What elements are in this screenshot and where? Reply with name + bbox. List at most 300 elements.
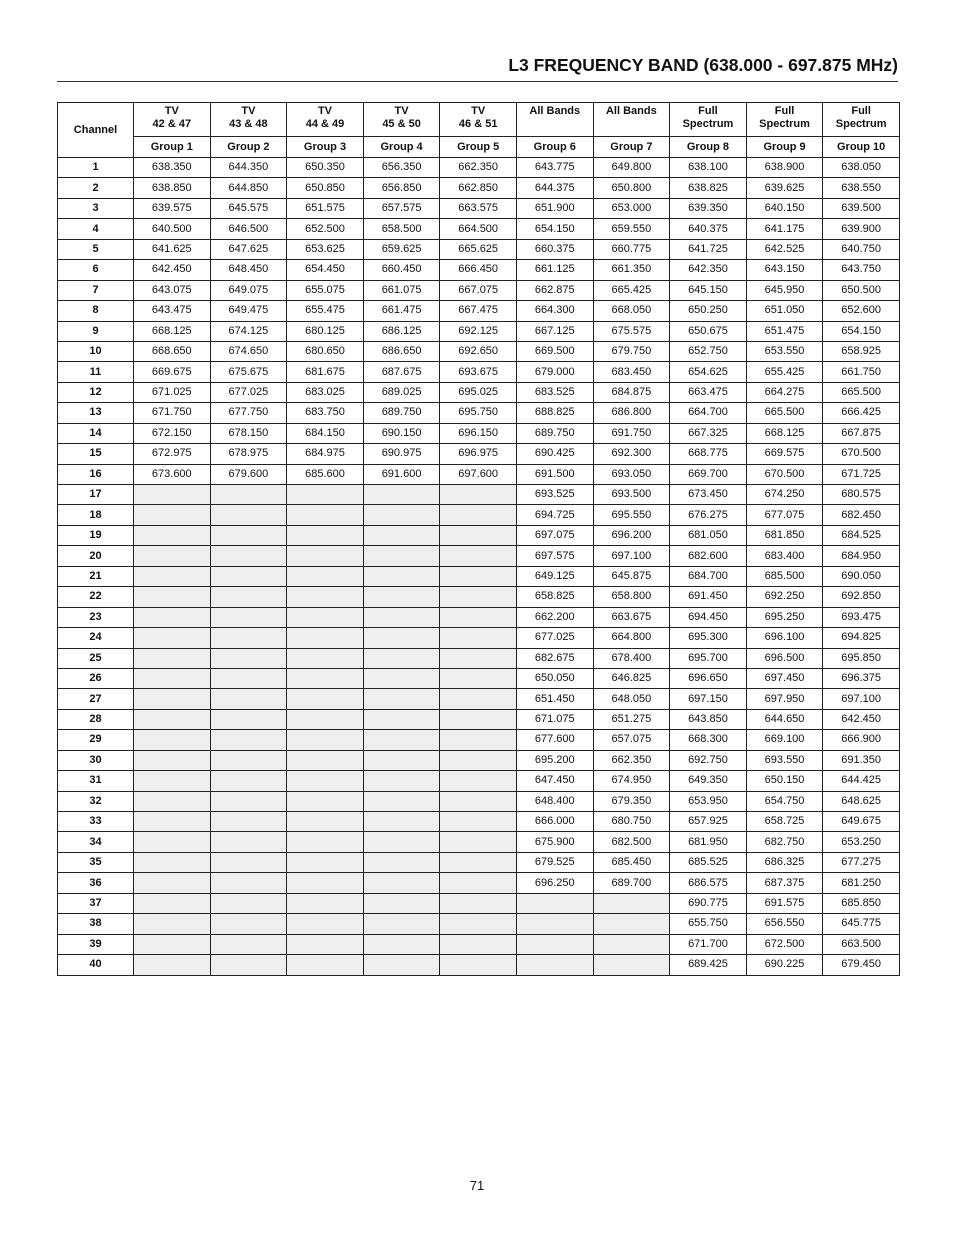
frequency-cell: 689.750 [363,403,440,423]
frequency-cell: 654.625 [670,362,747,382]
empty-cell [363,525,440,545]
frequency-cell: 671.700 [670,934,747,954]
frequency-cell: 675.675 [210,362,287,382]
frequency-cell: 638.100 [670,158,747,178]
frequency-cell: 692.125 [440,321,517,341]
frequency-cell: 675.575 [593,321,670,341]
frequency-cell: 664.275 [746,382,823,402]
channel-cell: 9 [58,321,134,341]
column-header-line1: TV [394,105,409,117]
frequency-cell: 684.875 [593,382,670,402]
empty-cell [134,689,211,709]
column-header-line1: All Bands [605,105,657,117]
empty-cell [134,587,211,607]
frequency-cell: 655.475 [287,301,364,321]
table-row [58,648,900,668]
frequency-cell: 681.850 [746,525,823,545]
table-row [58,750,900,770]
frequency-cell: 663.500 [823,934,900,954]
column-header-line2: Spectrum [759,118,810,130]
column-header-line1: Full [698,105,718,117]
frequency-cell: 679.000 [516,362,593,382]
column-header-5 [440,103,517,137]
column-header-line1: Full [774,105,795,117]
frequency-cell: 677.750 [210,403,287,423]
table-row [58,423,900,443]
empty-cell [363,730,440,750]
empty-cell [363,852,440,872]
frequency-cell: 696.200 [593,525,670,545]
frequency-cell: 692.850 [823,587,900,607]
frequency-cell: 660.375 [516,239,593,259]
column-header-6 [516,103,593,137]
frequency-cell: 697.100 [593,546,670,566]
frequency-cell: 683.750 [287,403,364,423]
table-row [58,607,900,627]
frequency-cell: 691.750 [593,423,670,443]
frequency-cell: 647.625 [210,239,287,259]
empty-cell [287,771,364,791]
empty-cell [363,668,440,688]
frequency-cell: 643.075 [134,280,211,300]
empty-cell [287,832,364,852]
empty-cell [440,730,517,750]
frequency-cell: 696.250 [516,873,593,893]
frequency-cell: 682.750 [746,832,823,852]
empty-cell [440,771,517,791]
frequency-cell: 689.025 [363,382,440,402]
frequency-cell: 697.600 [440,464,517,484]
frequency-cell: 639.625 [746,178,823,198]
frequency-cell: 653.000 [593,198,670,218]
frequency-cell: 640.750 [823,239,900,259]
channel-cell: 38 [58,914,134,934]
frequency-cell: 654.450 [287,260,364,280]
frequency-cell: 655.075 [287,280,364,300]
frequency-cell: 683.525 [516,382,593,402]
frequency-cell: 686.325 [746,852,823,872]
frequency-cell: 688.825 [516,403,593,423]
frequency-cell: 661.350 [593,260,670,280]
frequency-cell: 640.150 [746,198,823,218]
table-row [58,158,900,178]
frequency-cell: 664.700 [670,403,747,423]
frequency-cell: 669.500 [516,341,593,361]
table-row [58,668,900,688]
title-rule [57,81,898,82]
frequency-cell: 669.675 [134,362,211,382]
frequency-cell: 696.650 [670,668,747,688]
column-header-line2: 44 & 49 [305,118,345,130]
channel-cell: 14 [58,423,134,443]
column-header-2 [210,103,287,137]
empty-cell [134,832,211,852]
channel-cell: 4 [58,219,134,239]
frequency-cell: 649.350 [670,771,747,791]
column-header-line1: TV [241,105,256,117]
frequency-cell: 692.750 [670,750,747,770]
column-header-line2: 42 & 47 [152,118,192,130]
frequency-cell: 638.825 [670,178,747,198]
frequency-cell: 670.500 [823,444,900,464]
empty-cell [440,893,517,913]
empty-cell [287,546,364,566]
frequency-cell: 662.850 [440,178,517,198]
frequency-cell: 661.125 [516,260,593,280]
empty-cell [134,730,211,750]
frequency-cell: 687.375 [746,873,823,893]
frequency-cell: 645.775 [823,914,900,934]
channel-cell: 18 [58,505,134,525]
frequency-cell: 647.450 [516,771,593,791]
empty-cell [440,709,517,729]
frequency-cell: 645.575 [210,198,287,218]
channel-cell: 34 [58,832,134,852]
channel-cell: 17 [58,485,134,505]
column-header-line1: TV [164,105,179,117]
frequency-cell: 690.975 [363,444,440,464]
frequency-cell: 679.600 [210,464,287,484]
frequency-cell: 641.175 [746,219,823,239]
frequency-cell: 672.150 [134,423,211,443]
column-header-1 [134,103,211,137]
frequency-cell: 673.450 [670,485,747,505]
group-header-7: Group 7 [593,137,670,158]
empty-cell [363,750,440,770]
empty-cell [134,566,211,586]
frequency-cell: 657.075 [593,730,670,750]
column-header-line2: 46 & 51 [458,118,498,130]
empty-cell [134,546,211,566]
frequency-cell: 654.150 [516,219,593,239]
empty-cell [363,587,440,607]
table-row [58,709,900,729]
frequency-cell: 696.150 [440,423,517,443]
frequency-cell: 671.025 [134,382,211,402]
empty-cell [134,852,211,872]
frequency-cell: 664.500 [440,219,517,239]
empty-cell [287,485,364,505]
channel-cell: 22 [58,587,134,607]
frequency-cell: 658.800 [593,587,670,607]
empty-cell [134,505,211,525]
empty-cell [210,709,287,729]
empty-cell [287,525,364,545]
channel-column-header: Channel [58,103,134,158]
empty-cell [134,791,211,811]
empty-cell [287,791,364,811]
empty-cell [287,914,364,934]
frequency-cell: 650.250 [670,301,747,321]
channel-cell: 5 [58,239,134,259]
frequency-cell: 662.350 [440,158,517,178]
frequency-cell: 666.000 [516,812,593,832]
table-row [58,505,900,525]
table-row [58,730,900,750]
frequency-cell: 696.975 [440,444,517,464]
frequency-cell: 641.725 [670,239,747,259]
frequency-cell: 651.275 [593,709,670,729]
frequency-cell: 694.450 [670,607,747,627]
frequency-cell: 661.075 [363,280,440,300]
channel-cell: 12 [58,382,134,402]
frequency-cell: 644.650 [746,709,823,729]
empty-cell [363,873,440,893]
frequency-cell: 650.150 [746,771,823,791]
channel-cell: 13 [58,403,134,423]
empty-cell [134,648,211,668]
frequency-cell: 672.975 [134,444,211,464]
frequency-cell: 657.575 [363,198,440,218]
empty-cell [134,750,211,770]
frequency-cell: 657.925 [670,812,747,832]
empty-cell [440,812,517,832]
column-header-line1: All Bands [529,105,581,117]
frequency-cell: 693.050 [593,464,670,484]
table-row [58,341,900,361]
frequency-cell: 676.275 [670,505,747,525]
empty-cell [210,628,287,648]
group-header-3: Group 3 [287,137,364,158]
table-row [58,689,900,709]
empty-cell [210,771,287,791]
frequency-cell: 651.575 [287,198,364,218]
frequency-cell: 697.450 [746,668,823,688]
frequency-cell: 644.850 [210,178,287,198]
frequency-cell: 642.350 [670,260,747,280]
channel-cell: 25 [58,648,134,668]
empty-cell [440,485,517,505]
column-header-line2: 43 & 48 [229,118,268,130]
frequency-cell: 693.675 [440,362,517,382]
frequency-cell: 668.125 [746,423,823,443]
column-header-10 [823,103,900,137]
table-row [58,955,900,975]
empty-cell [210,893,287,913]
channel-cell: 40 [58,955,134,975]
frequency-cell: 653.950 [670,791,747,811]
empty-cell [440,668,517,688]
empty-cell [287,628,364,648]
frequency-cell: 669.575 [746,444,823,464]
empty-cell [210,485,287,505]
frequency-cell: 685.525 [670,852,747,872]
empty-cell [210,648,287,668]
frequency-cell: 640.375 [670,219,747,239]
column-header-line2: 45 & 50 [382,118,421,130]
frequency-cell: 684.150 [287,423,364,443]
channel-cell: 8 [58,301,134,321]
group-header-9: Group 9 [746,137,823,158]
frequency-cell: 650.350 [287,158,364,178]
frequency-cell: 652.750 [670,341,747,361]
empty-cell [210,546,287,566]
table-row [58,403,900,423]
frequency-cell: 679.450 [823,955,900,975]
empty-cell [134,668,211,688]
table-row [58,321,900,341]
frequency-cell: 682.450 [823,505,900,525]
empty-cell [210,505,287,525]
frequency-cell: 677.075 [746,505,823,525]
empty-cell [134,771,211,791]
table-row [58,914,900,934]
frequency-cell: 653.550 [746,341,823,361]
frequency-cell: 667.875 [823,423,900,443]
frequency-cell: 658.925 [823,341,900,361]
frequency-cell: 686.800 [593,403,670,423]
group-header-2: Group 2 [210,137,287,158]
empty-cell [363,648,440,668]
channel-cell: 11 [58,362,134,382]
empty-cell [287,955,364,975]
group-header-1: Group 1 [134,137,211,158]
frequency-cell: 681.050 [670,525,747,545]
frequency-cell: 661.475 [363,301,440,321]
frequency-cell: 653.625 [287,239,364,259]
empty-cell [440,566,517,586]
table-row [58,239,900,259]
empty-cell [593,914,670,934]
frequency-cell: 646.500 [210,219,287,239]
frequency-cell: 679.750 [593,341,670,361]
frequency-cell: 678.150 [210,423,287,443]
table-row [58,260,900,280]
empty-cell [363,628,440,648]
frequency-cell: 648.400 [516,791,593,811]
frequency-cell: 697.150 [670,689,747,709]
frequency-cell: 655.425 [746,362,823,382]
empty-cell [134,709,211,729]
channel-cell: 32 [58,791,134,811]
frequency-cell: 693.500 [593,485,670,505]
empty-cell [593,893,670,913]
empty-cell [134,485,211,505]
empty-cell [210,873,287,893]
frequency-cell: 668.125 [134,321,211,341]
frequency-cell: 660.450 [363,260,440,280]
frequency-cell: 695.550 [593,505,670,525]
empty-cell [134,914,211,934]
page-number: 71 [469,1178,485,1193]
empty-cell [134,955,211,975]
frequency-cell: 684.950 [823,546,900,566]
frequency-cell: 672.500 [746,934,823,954]
table-body [58,158,900,976]
frequency-cell: 652.500 [287,219,364,239]
frequency-cell: 643.150 [746,260,823,280]
frequency-cell: 677.025 [516,628,593,648]
frequency-cell: 682.500 [593,832,670,852]
empty-cell [287,709,364,729]
frequency-cell: 653.250 [823,832,900,852]
frequency-cell: 685.600 [287,464,364,484]
group-header-8: Group 8 [670,137,747,158]
channel-cell: 24 [58,628,134,648]
empty-cell [210,607,287,627]
frequency-cell: 696.100 [746,628,823,648]
column-header-8 [670,103,747,137]
empty-cell [210,812,287,832]
frequency-cell: 671.750 [134,403,211,423]
frequency-cell: 681.250 [823,873,900,893]
empty-cell [134,893,211,913]
frequency-cell: 662.350 [593,750,670,770]
frequency-cell: 658.825 [516,587,593,607]
table-row [58,852,900,872]
frequency-cell: 697.075 [516,525,593,545]
table-row [58,219,900,239]
frequency-cell: 677.025 [210,382,287,402]
table-row [58,485,900,505]
frequency-cell: 687.675 [363,362,440,382]
empty-cell [363,546,440,566]
frequency-cell: 697.575 [516,546,593,566]
frequency-cell: 671.725 [823,464,900,484]
frequency-cell: 691.500 [516,464,593,484]
empty-cell [210,750,287,770]
table-row [58,832,900,852]
empty-cell [440,546,517,566]
channel-cell: 21 [58,566,134,586]
table-row [58,362,900,382]
channel-cell: 33 [58,812,134,832]
group-header-6: Group 6 [516,137,593,158]
table-row [58,934,900,954]
column-header-line1: TV [471,105,486,117]
frequency-cell: 693.525 [516,485,593,505]
frequency-cell: 691.350 [823,750,900,770]
empty-cell [363,893,440,913]
table-row [58,628,900,648]
empty-cell [210,791,287,811]
empty-cell [593,934,670,954]
channel-cell: 30 [58,750,134,770]
empty-cell [134,934,211,954]
frequency-cell: 667.125 [516,321,593,341]
frequency-cell: 659.550 [593,219,670,239]
frequency-cell: 649.675 [823,812,900,832]
empty-cell [287,505,364,525]
empty-cell [210,914,287,934]
frequency-cell: 643.775 [516,158,593,178]
empty-cell [287,668,364,688]
channel-cell: 26 [58,668,134,688]
channel-cell: 2 [58,178,134,198]
frequency-cell: 679.350 [593,791,670,811]
empty-cell [134,607,211,627]
frequency-cell: 649.125 [516,566,593,586]
channel-cell: 23 [58,607,134,627]
frequency-cell: 697.100 [823,689,900,709]
frequency-cell: 694.825 [823,628,900,648]
channel-cell: 20 [58,546,134,566]
frequency-cell: 696.500 [746,648,823,668]
empty-cell [516,893,593,913]
frequency-cell: 692.250 [746,587,823,607]
frequency-cell: 651.900 [516,198,593,218]
empty-cell [440,689,517,709]
frequency-cell: 648.625 [823,791,900,811]
frequency-cell: 664.300 [516,301,593,321]
frequency-cell: 644.375 [516,178,593,198]
frequency-cell: 638.350 [134,158,211,178]
frequency-cell: 646.825 [593,668,670,688]
empty-cell [440,934,517,954]
frequency-cell: 689.750 [516,423,593,443]
frequency-cell: 667.075 [440,280,517,300]
column-header-3 [287,103,364,137]
